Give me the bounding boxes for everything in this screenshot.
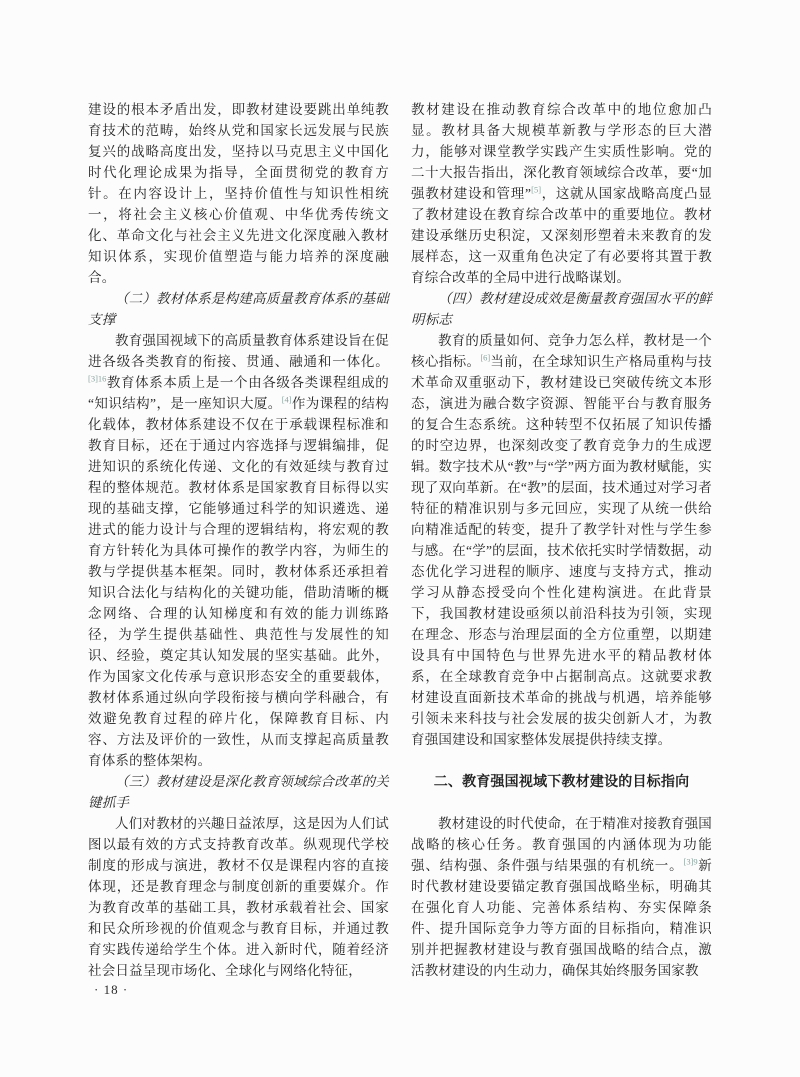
- section-heading: 二、教育强国视域下教材建设的目标指向: [433, 773, 690, 789]
- citation-marker: [4]: [281, 394, 292, 405]
- subsection-heading-4: （四）教材建设成效是衡量教育强国水平的鲜明标志: [411, 291, 712, 327]
- subsection-heading-2: （二）教材体系是构建高质量教育体系的基础支撑: [88, 291, 389, 327]
- subsection-heading-3: （三）教材建设是深化教育领域综合改革的关键抓手: [88, 774, 389, 810]
- body-paragraph: 教育的质量如何、竞争力怎么样，教材是一个核心指标。[6]当前，在全球知识生产格局重构与技术革命双重驱动下，教材建设已突破传统文本形态，演进为融合数字资源、智能平台与教育服务的复合生态系统。这种转型不仅拓展了知识传播的时空边界，也深刻改变了教育竞争力的生成逻辑。数字技术从“教”与“学”两方面为教材赋能，实现了双向革新。在“教”的层面，技术通过对学习者特征的精准识别与多元回应，实现了从统一供给向精准适配的转变，提升了教学针对性与学生参与感。在“学”的层面，技术依托实时学情数据，动态优化学习进程的顺序、速度与支持方式，推动学习从静态授受向个性化建构演进。在此背景下，我国教材建设亟须以前沿科技为引领，实现在理念、形态与治理层面的全方位重塑，以期建设具有中国特色与世界先进水平的精品教材体系，在全球教育竞争中占据制高点。这就要求教材建设直面新技术革命的挑战与机遇，培养能够引领未来科技与社会发展的拔尖创新人才，为教育强国建设和国家整体发展提供持续支撑。: [411, 333, 713, 747]
- left-column: [88, 99, 389, 981]
- body-paragraph: 教育强国视域下的高质量教育体系建设旨在促进各级各类教育的衔接、贯通、融通和一体化。$^{[3]16}$教育体系本质上是一个由各级各类课程组成的“知识结构”，是一座知识大厦。[4]作为课程的结构化载体，教材体系建设不仅在于承载课程标准和教育目标，还在于通过内容选择与逻辑编排，促进知识的系统化传递、文化的有效延续与教育过程的整体规范。教材体系是国家教育目标得以实现的基础支撑，它能够通过科学的知识遴选、递进式的能力设计与合理的逻辑结构，将宏观的教育方针转化为具体可操作的教学内容，为师生的教与学提供基本框架。同时，教材体系还承担着知识合法化与结构化的关键功能，借助清晰的概念网络、合理的认知梯度和有效的能力训练路径，为学生提供基础性、典范性与发展性的知识、经验，奠定其认知发展的坚实基础。此外，作为国家文化传承与意识形态安全的重要载体，教材体系通过纵向学段衔接与横向学科融合，有效避免教育过程的碎片化，保障教育目标、内容、方法及评价的一致性，从而支撑起高质量教育体系的整体架构。: [88, 333, 390, 768]
- body-paragraph: 人们对教材的兴趣日益浓厚，这是因为人们试图以最有效的方式支持教育改革。纵观现代学校制度的形成与演进，教材不仅是课程内容的直接体现，还是教育理念与制度创新的重要媒介。作为教育改革的基础工具，教材承载着社会、国家和民众所珍视的价值观念与教育目标，并通过教育实践传递给学生个体。进入新时代，随着经济社会日益呈现市场化、全球化与网络化特征，: [88, 816, 389, 978]
- citation-marker: [5]: [531, 184, 542, 195]
- citation-marker: [3]9: [683, 856, 698, 867]
- right-column: [411, 99, 712, 981]
- continuation-paragraph: 建设的根本矛盾出发，即教材建设要跳出单纯教育技术的范畴，始终从党和国家长远发展与民族复兴的战略高度出发，坚持以马克思主义中国化时代化理论成果为指导，全面贯彻党的教育方针。在内容设计上，坚持价值性与知识性相统一，将社会主义核心价值观、中华优秀传统文化、革命文化与社会主义先进文化深度融入教材知识体系，实现价值塑造与能力培养的深度融合。: [88, 102, 389, 285]
- continuation-paragraph: 教材建设在推动教育综合改革中的地位愈加凸显。教材具备大规模革新教与学形态的巨大潜力，能够对课堂教学实践产生实质性影响。党的二十大报告指出，深化教育领域综合改革，要“加强教材建设和管理”[5]，这就从国家战略高度凸显了教材建设在教育综合改革中的重要地位。教材建设承继历史积淀，又深刻形塑着未来教育的发展样态，这一双重角色决定了有必要将其置于教育综合改革的全局中进行战略谋划。: [411, 102, 713, 285]
- page-number: · 18 ·: [94, 982, 129, 997]
- body-paragraph: 教材建设的时代使命，在于精准对接教育强国战略的核心任务。教育强国的内涵体现为功能强、结构强、条件强与结果强的有机统一。$^{[3]9}$新时代教材建设要锚定教育强国战略坐标，明确其在强化育人功能、完善体系结构、夯实保障条件、提升国际竞争力等方面的目标指向，精准识别并把握教材建设与教育强国战略的结合点，激活教材建设的内生动力，确保其始终服务国家教: [411, 816, 712, 978]
- citation-marker: [6]: [480, 352, 491, 363]
- citation-marker: [3]16: [88, 373, 107, 384]
